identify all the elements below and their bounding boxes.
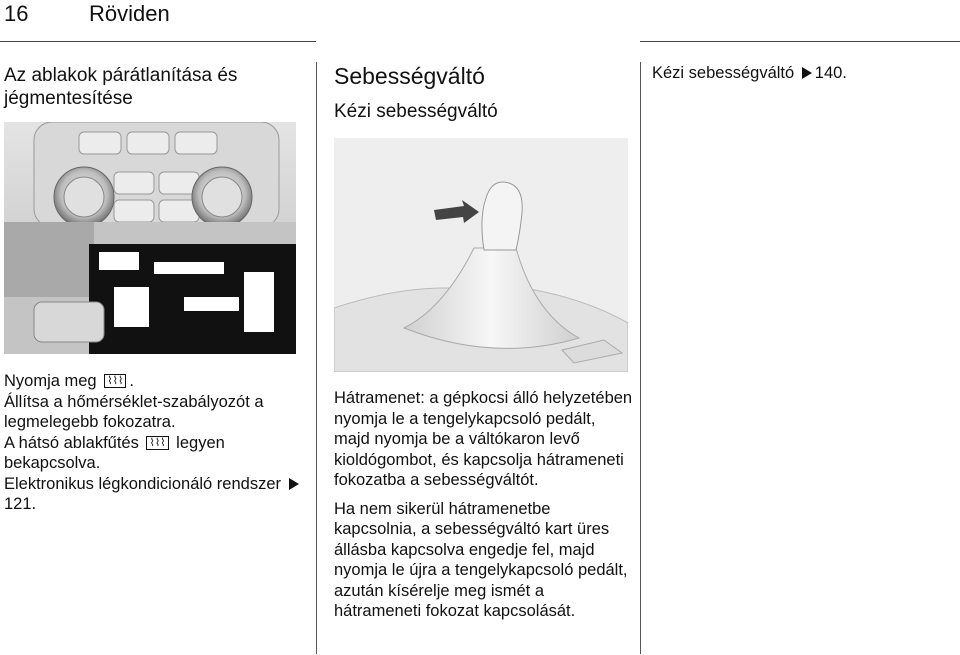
manual-transmission-page-reference: 140. (814, 64, 847, 82)
header-rule-left (0, 41, 316, 42)
defrost-front-icon: ⌇⌇⌇ (104, 374, 126, 388)
climate-control-photo (4, 122, 296, 354)
header-rule-right (640, 41, 960, 42)
left-body: Nyomja meg ⌇⌇⌇ . Állítsa a hőmérséklet-szabályozót a legmelegebb fokozatra. A hátsó ablakfűtés ⌇⌇⌇ legyen bekapcsolva. Elektronikus légkondicionáló rendszer 121. (4, 371, 304, 515)
page-reference-icon (289, 478, 299, 490)
instruction-rear-heating: A hátsó ablakfűtés (4, 433, 139, 452)
gear-lever-drawing (334, 138, 628, 372)
page-number: 16 (4, 1, 29, 26)
gear-lever-illustration (334, 138, 628, 372)
section-title: Röviden (89, 1, 170, 26)
climate-panel-illustration (4, 122, 296, 354)
instruction-temperature: Állítsa a hőmérséklet-szabályozót a legmelegebb fokozatra. (4, 392, 264, 431)
reverse-gear-retry-instructions: Ha nem sikerül hátramenetbe kapcsolnia, a sebességváltó kart üres állásba kapcsolva engedje fel, majd nyomja le újra a tengelykapcsoló pedált, azután kísérelje meg ismét a hátrameneti fokozat kapcsolását. (334, 499, 628, 620)
instruction-press: Nyomja meg (4, 372, 97, 390)
section-heading-defrost: Az ablakok párátlanítása és jégmentesítése (4, 65, 238, 109)
column-divider-2 (640, 62, 641, 654)
chapter-heading: Sebességváltó (334, 63, 485, 89)
rear-window-heating-icon: ⌇⌇⌇ (146, 436, 168, 450)
ac-page-reference: 121. (4, 495, 37, 513)
right-column (652, 63, 952, 84)
middle-column (334, 62, 634, 123)
left-column (4, 64, 304, 110)
ac-reference-text: Elektronikus légkondicionáló rendszer (4, 474, 281, 493)
reverse-gear-instructions: Hátramenet: a gépkocsi álló helyzetében nyomja le a tengelykapcsoló pedált, majd nyomja be a váltókaron levő kioldógombot, és kapcsolja hátrameneti fokozatba a sebességváltót. (334, 389, 633, 489)
column-divider-1 (316, 62, 317, 654)
page-reference-icon (802, 67, 812, 79)
subheading-manual-transmission: Kézi sebességváltó (334, 101, 498, 122)
middle-body (334, 388, 634, 630)
page-header (0, 0, 960, 42)
manual-transmission-reference: Kézi sebességváltó (652, 64, 795, 82)
